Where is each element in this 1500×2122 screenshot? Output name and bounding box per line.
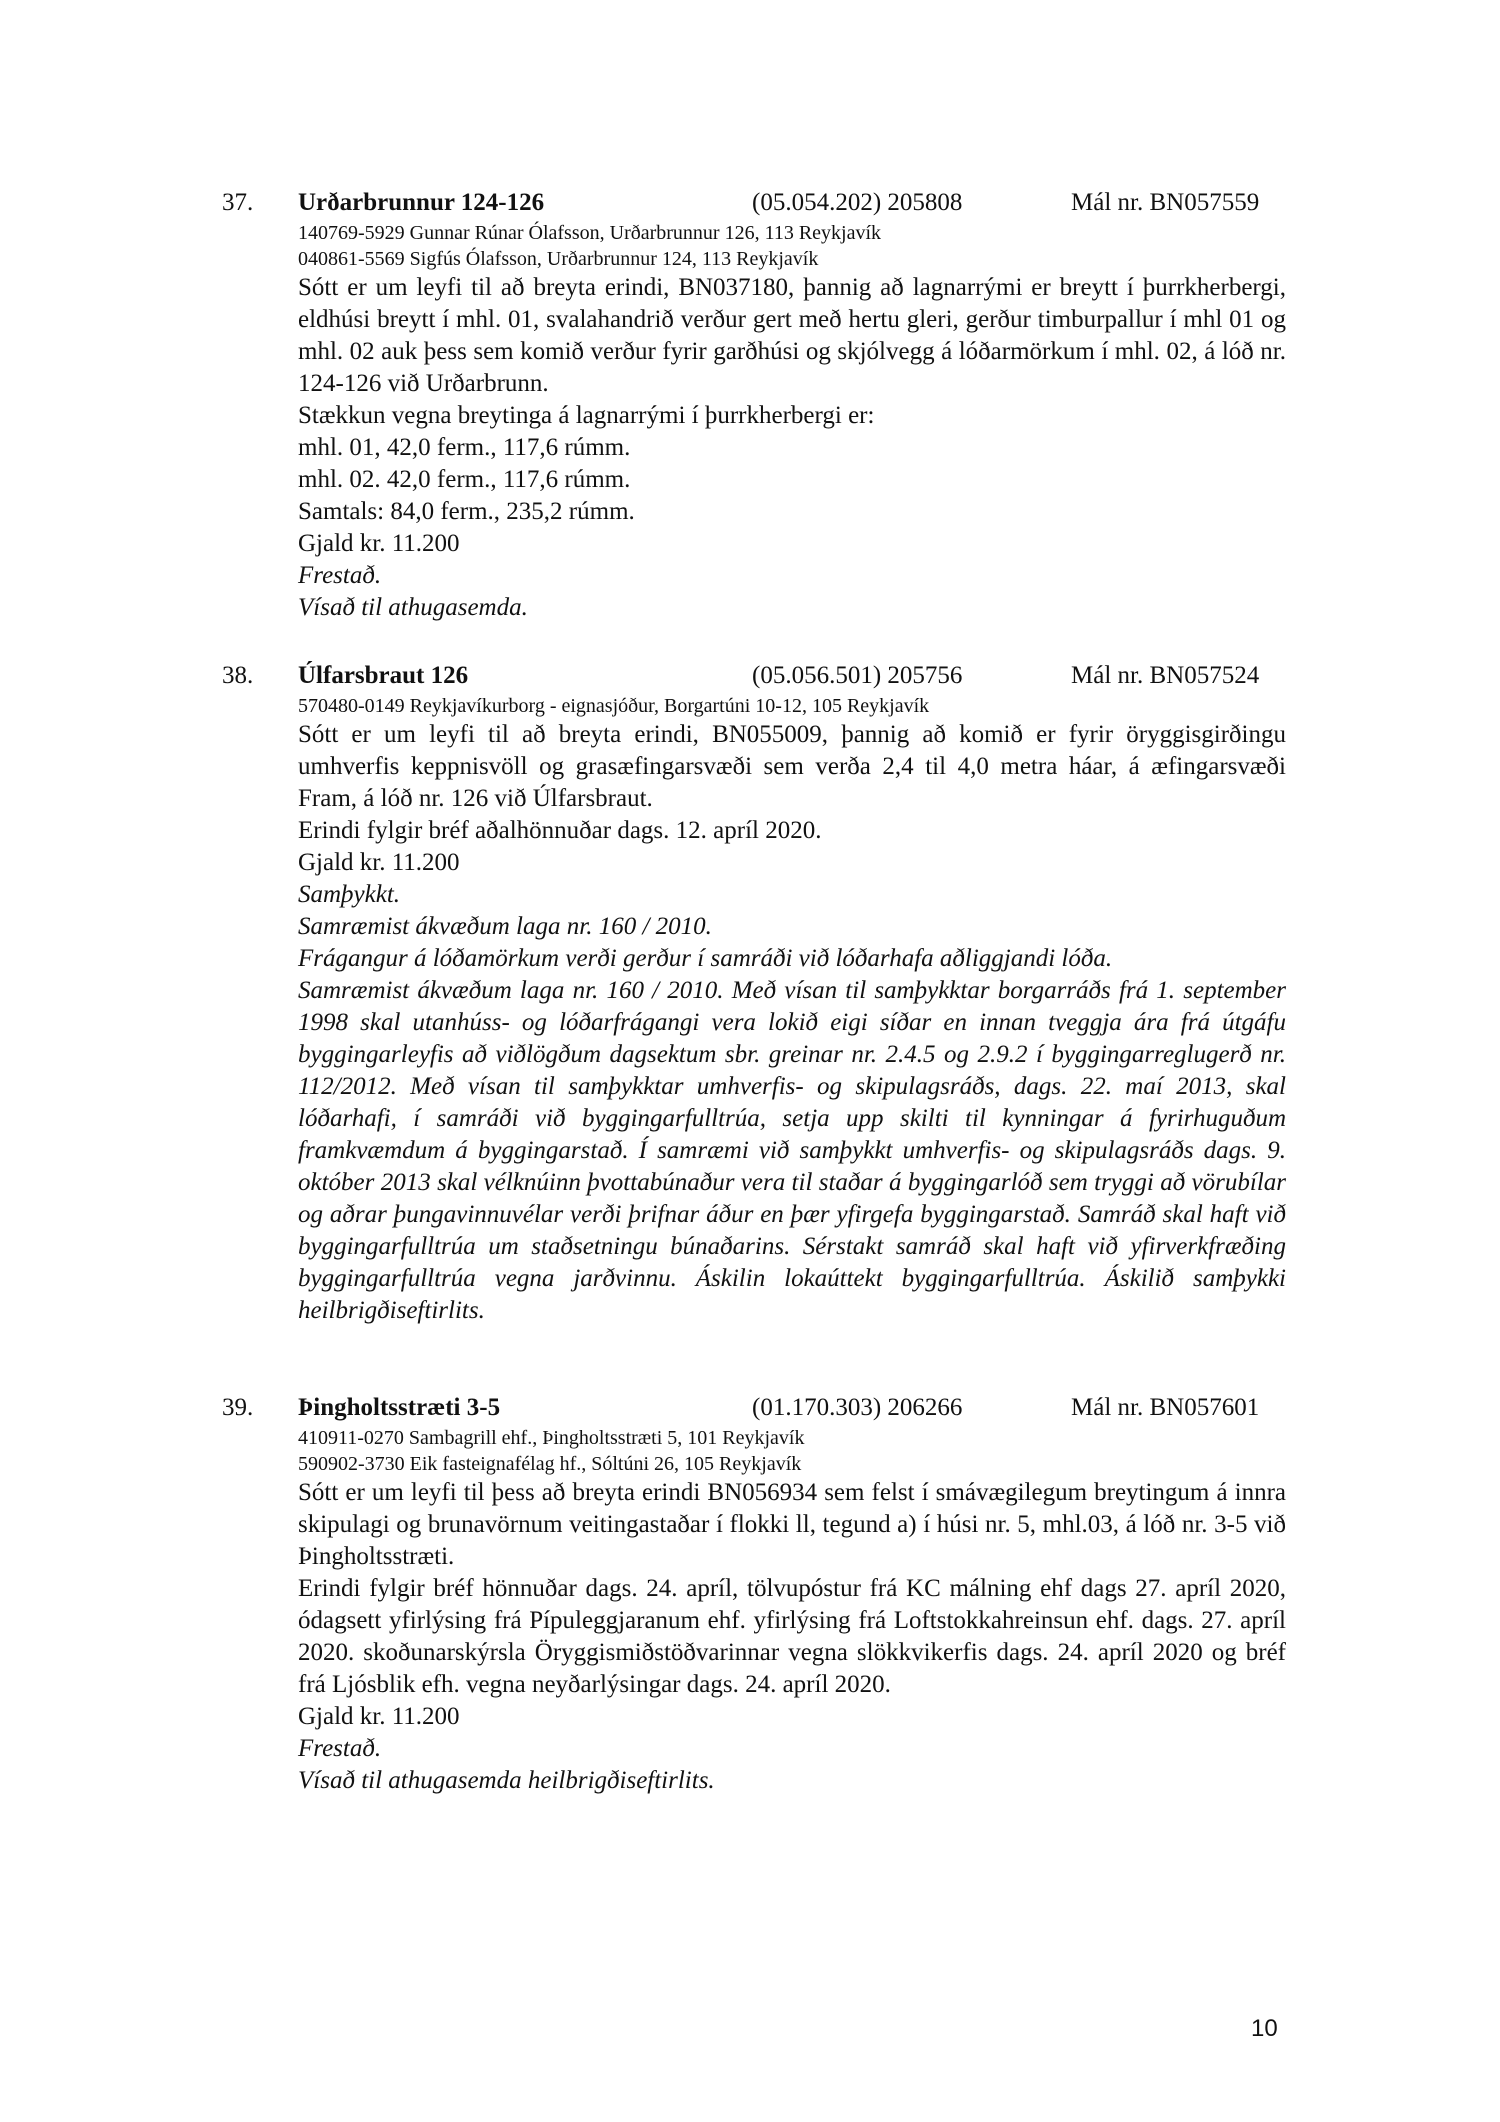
entry-header	[0, 659, 1500, 693]
decision-note: Vísað til athugasemda.	[298, 594, 528, 621]
applicant: 040861-5569 Sigfús Ólafsson, Urðarbrunnur 124, 113 Reykjavík	[298, 248, 819, 270]
property-code: (05.054.202) 205808	[752, 189, 963, 216]
description: Sótt er um leyfi til þess að breyta erindi BN056934 sem felst í smávægilegum breytingum á innra skipulagi og brunavörnum veitingastaðar í flokki ll, tegund a) í húsi nr. 5, mhl.03, á lóð nr. 3-5 við Þingholtsstræti.	[298, 1479, 1286, 1570]
description: Sótt er um leyfi til að breyta erindi, BN055009, þannig að komið er fyrir öryggisgirðingu umhverfis keppnisvöll og grasæfingarsvæði sem verða 2,4 til 4,0 metra háar, á æfingarsvæði Fram, á lóð nr. 126 við Úlfarsbraut.	[298, 721, 1286, 812]
property-code: (05.056.501) 205756	[752, 662, 963, 689]
decision: Frestað.	[298, 562, 382, 589]
entry-body	[298, 220, 1286, 624]
entry-address: Þingholtsstræti 3-5	[298, 1394, 501, 1421]
case-number: Mál nr. BN057559	[1071, 189, 1260, 216]
decision: Frestað.	[298, 1735, 382, 1762]
area-line: mhl. 02. 42,0 ferm., 117,6 rúmm.	[298, 466, 631, 493]
attachments: Erindi fylgir bréf aðalhönnuðar dags. 12. apríl 2020.	[298, 817, 822, 844]
entry-number: 39.	[222, 1394, 254, 1421]
entry-number: 38.	[222, 662, 254, 689]
area-total: Samtals: 84,0 ferm., 235,2 rúmm.	[298, 498, 635, 525]
conditions: Samræmist ákvæðum laga nr. 160 / 2010. Með vísan til samþykktar borgarráðs frá 1. september 1998 skal utanhúss- og lóðarfrágangi vera lokið eigi síðar en innan tveggja ára frá útgáfu byggingarleyfis að viðlögðum dagsektum sbr. greinar nr. 2.4.5 og 2.9.2 í byggingarreglugerð nr. 112/2012. Með vísan til samþykktar umhverfis- og skipulagsráðs, dags. 22. maí 2013, skal lóðarhafi, í samráði við byggingarfulltrúa, setja upp skilti til kynningar á fyrirhuguðum framkvæmdum á byggingarstað. Í samræmi við samþykkt umhverfis- og skipulagsráðs dags. 9. október 2013 skal vélknúinn þvottabúnaður vera til staðar á byggingarlóð sem tryggi að vörubílar og aðrar þungavinnuvélar verði þrifnar áður en þær yfirgefa byggingarstað. Samráð skal haft við byggingarfulltrúa um staðsetningu búnaðarins. Sérstakt samráð skal haft við yfirverkfræðing byggingarfulltrúa vegna jarðvinnu. Áskilin lokaúttekt byggingarfulltrúa. Áskilið samþykki heilbrigðiseftirlits.	[298, 977, 1286, 1324]
entry-header	[0, 186, 1500, 220]
enlargement-note: Stækkun vegna breytinga á lagnarrými í þurrkherbergi er:	[298, 402, 875, 429]
applicant: 410911-0270 Sambagrill ehf., Þingholtsstræti 5, 101 Reykjavík	[298, 1427, 805, 1449]
entry-body	[298, 1425, 1286, 1797]
entry-number: 37.	[222, 189, 254, 216]
entry-header	[0, 1391, 1500, 1425]
fee: Gjald kr. 11.200	[298, 849, 460, 876]
fee: Gjald kr. 11.200	[298, 530, 460, 557]
applicant: 570480-0149 Reykjavíkurborg - eignasjóður, Borgartúni 10-12, 105 Reykjavík	[298, 695, 930, 717]
area-line: mhl. 01, 42,0 ferm., 117,6 rúmm.	[298, 434, 631, 461]
applicant: 140769-5929 Gunnar Rúnar Ólafsson, Urðarbrunnur 126, 113 Reykjavík	[298, 222, 882, 244]
page-number: 10	[1251, 2015, 1278, 2042]
case-number: Mál nr. BN057601	[1071, 1394, 1260, 1421]
property-code: (01.170.303) 206266	[752, 1394, 963, 1421]
decision-note: Frágangur á lóðamörkum verði gerður í samráði við lóðarhafa aðliggjandi lóða.	[298, 945, 1113, 972]
decision-note: Samræmist ákvæðum laga nr. 160 / 2010.	[298, 913, 712, 940]
entry-body	[298, 693, 1286, 1327]
applicant: 590902-3730 Eik fasteignafélag hf., Sóltúni 26, 105 Reykjavík	[298, 1453, 802, 1475]
case-number: Mál nr. BN057524	[1071, 662, 1260, 689]
decision-note: Vísað til athugasemda heilbrigðiseftirlits.	[298, 1767, 715, 1794]
attachments: Erindi fylgir bréf hönnuðar dags. 24. apríl, tölvupóstur frá KC málning ehf dags 27. apríl 2020, ódagsett yfirlýsing frá Pípuleggjaranum ehf. yfirlýsing frá Loftstokkahreinsun ehf. dags. 27. apríl 2020. skoðunarskýrsla Öryggismiðstöðvarinnar vegna slökkvikerfis dags. 24. apríl 2020 og bréf frá Ljósblik efh. vegna neyðarlýsingar dags. 24. apríl 2020.	[298, 1575, 1286, 1698]
entry-address: Úlfarsbraut 126	[298, 662, 469, 689]
decision: Samþykkt.	[298, 881, 401, 908]
entry-address: Urðarbrunnur 124-126	[298, 189, 545, 216]
description: Sótt er um leyfi til að breyta erindi, BN037180, þannig að lagnarrými er breytt í þurrkherbergi, eldhúsi breytt í mhl. 01, svalahandrið verður gert með hertu gleri, gerður timburpallur í mhl 01 og mhl. 02 auk þess sem komið verður fyrir garðhúsi og skjólvegg á lóðarmörkum í mhl. 02, á lóð nr. 124-126 við Urðarbrunn.	[298, 274, 1286, 397]
fee: Gjald kr. 11.200	[298, 1703, 460, 1730]
